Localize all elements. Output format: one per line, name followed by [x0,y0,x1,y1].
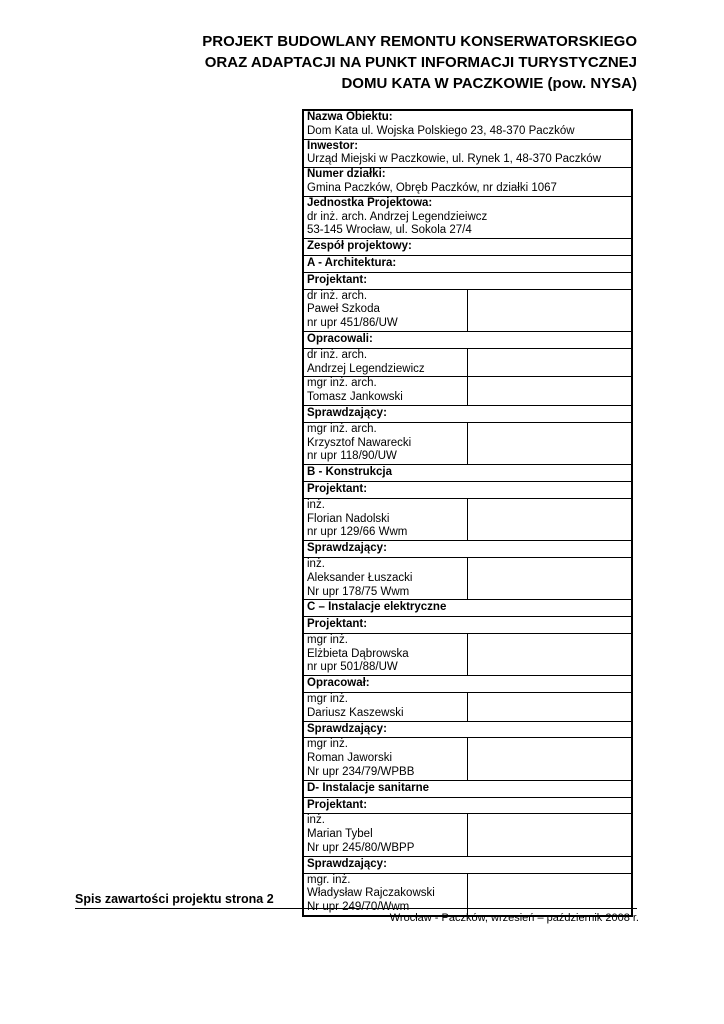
person-line: nr upr 501/88/UW [307,661,398,674]
person-line: mgr inż. [307,693,348,706]
person-line: nr upr 118/90/UW [307,450,397,463]
section-header-cell: Zespół projektowy: [303,239,632,256]
project-info-table-body [303,110,632,916]
table-row [303,239,632,256]
section-header-cell: B - Konstrukcja [303,465,632,482]
section-header-cell: Opracowali: [303,331,632,348]
section-header-cell: A - Architektura: [303,255,632,272]
section-header-cell: D- Instalacje sanitarne [303,780,632,797]
section-header-cell: Sprawdzający: [303,541,632,558]
section-header-cell: Projektant: [303,272,632,289]
person-line: inż. [307,498,325,511]
table-row [303,557,632,599]
section-header-cell: Projektant: [303,481,632,498]
info-cell [303,139,632,168]
signature-cell [468,633,633,675]
section-header-cell: C – Instalacje elektryczne [303,600,632,617]
table-row [303,465,632,482]
table-row [303,255,632,272]
person-line: mgr. inż. [307,873,351,886]
person-line: mgr inż. [307,738,348,751]
person-cell [303,633,468,675]
table-row [303,272,632,289]
person-line: Krzysztof Nawarecki [307,436,412,449]
table-row [303,168,632,197]
person-cell [303,289,468,331]
info-label: Inwestor: [307,139,359,152]
signature-cell [468,693,633,722]
person-cell [303,814,468,856]
table-row [303,110,632,139]
table-row [303,405,632,422]
section-header-cell: Sprawdzający: [303,721,632,738]
table-row [303,422,632,464]
document-title [202,31,637,94]
date-line: Wrocław - Paczków, wrzesień – październik 2008 r. [389,912,639,924]
table-row [303,196,632,238]
person-cell [303,422,468,464]
signature-cell [468,377,633,406]
table-row [303,600,632,617]
document-title-line-3: DOMU KATA W PACZKOWIE (pow. NYSA) [341,75,637,92]
person-cell [303,873,468,916]
person-line: Andrzej Legendziewicz [307,362,425,375]
contents-note: Spis zawartości projektu strona 2 [75,892,274,906]
signature-cell [468,422,633,464]
person-cell [303,693,468,722]
section-header-cell: Opracował: [303,676,632,693]
person-line: inż. [307,814,325,827]
person-line: Władysław Rajczakowski [307,887,435,900]
info-value-line: dr inż. arch. Andrzej Legendzieiwcz [307,210,488,223]
table-row [303,856,632,873]
person-line: nr upr 129/66 Wwm [307,526,408,539]
person-line: Roman Jaworski [307,752,392,765]
person-line: Elżbieta Dąbrowska [307,647,409,660]
person-line: inż. [307,557,325,570]
person-line: Paweł Szkoda [307,303,380,316]
person-line: Dariusz Kaszewski [307,706,404,719]
table-row [303,541,632,558]
person-cell [303,348,468,377]
table-row [303,814,632,856]
person-cell [303,377,468,406]
table-row [303,633,632,675]
person-line: nr upr 451/86/UW [307,317,398,330]
person-line: Tomasz Jankowski [307,391,403,404]
info-label: Jednostka Projektowa: [307,196,433,209]
table-row [303,289,632,331]
table-row [303,693,632,722]
info-cell [303,168,632,197]
signature-cell [468,289,633,331]
section-header-cell: Projektant: [303,617,632,634]
signature-cell [468,738,633,780]
table-row [303,481,632,498]
table-row [303,139,632,168]
person-line: Nr upr 249/70/Wwm [307,901,410,914]
person-line: Aleksander Łuszacki [307,571,413,584]
signature-cell [468,557,633,599]
person-line: Nr upr 245/80/WBPP [307,842,415,855]
section-header-cell: Projektant: [303,797,632,814]
table-row [303,377,632,406]
table-row [303,498,632,540]
info-cell [303,110,632,139]
person-line: mgr inż. arch. [307,377,377,390]
person-line: dr inż. arch. [307,289,368,302]
person-line: dr inż. arch. [307,348,368,361]
table-row [303,617,632,634]
section-header-cell: Sprawdzający: [303,405,632,422]
person-line: mgr inż. arch. [307,422,377,435]
table-row [303,348,632,377]
person-line: Nr upr 234/79/WPBB [307,766,415,779]
person-line: Florian Nadolski [307,512,390,525]
signature-cell [468,348,633,377]
person-cell [303,498,468,540]
info-label: Nazwa Obiektu: [307,111,393,123]
person-line: Marian Tybel [307,828,373,841]
info-value-line: Gmina Paczków, Obręb Paczków, nr działki 1067 [307,181,557,194]
section-header-cell: Sprawdzający: [303,856,632,873]
table-row [303,780,632,797]
info-value-line: 53-145 Wrocław, ul. Sokola 27/4 [307,224,472,237]
table-row [303,797,632,814]
info-value-line: Dom Kata ul. Wojska Polskiego 23, 48-370 Paczków [307,124,575,137]
table-row [303,738,632,780]
table-row [303,721,632,738]
document-title-line-2: ORAZ ADAPTACJI NA PUNKT INFORMACJI TURYSTYCZNEJ [204,54,637,71]
table-row [303,676,632,693]
table-row [303,873,632,916]
table-row [303,331,632,348]
person-line: Nr upr 178/75 Wwm [307,585,410,598]
person-cell [303,738,468,780]
signature-cell [468,873,633,916]
footer-divider [75,908,637,909]
project-info-table [302,109,633,917]
signature-cell [468,814,633,856]
info-label: Numer działki: [307,168,386,181]
document-title-line-1: PROJEKT BUDOWLANY REMONTU KONSERWATORSKIEGO [202,33,637,50]
person-line: mgr inż. [307,633,348,646]
info-value-line: Urząd Miejski w Paczkowie, ul. Rynek 1, 48-370 Paczków [307,153,602,166]
person-cell [303,557,468,599]
info-cell [303,196,632,238]
signature-cell [468,498,633,540]
